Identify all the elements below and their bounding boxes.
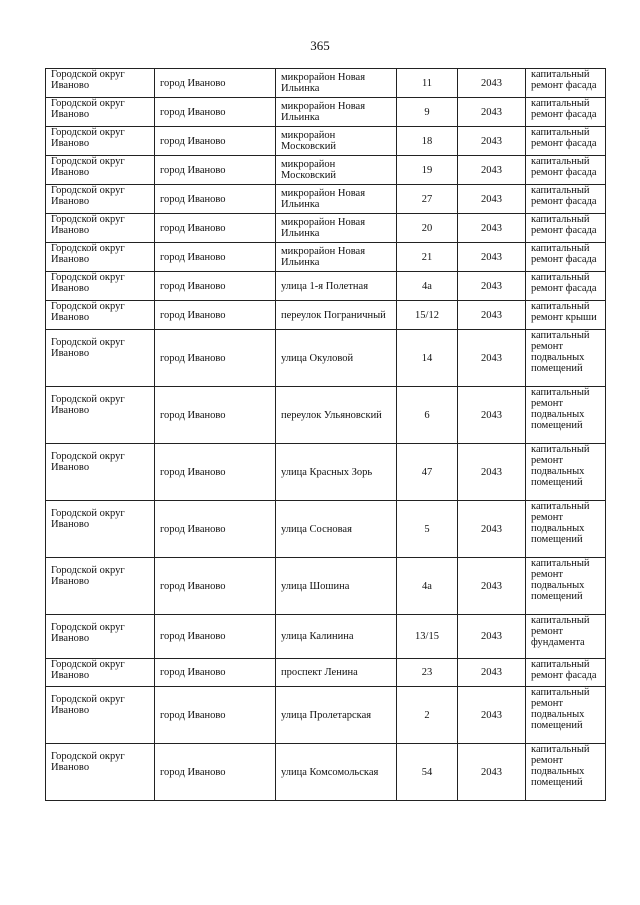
house-number-cell: 27	[397, 185, 458, 214]
house-number-cell: 14	[397, 330, 458, 387]
table-row	[46, 330, 606, 387]
repair-registry-table	[45, 68, 606, 801]
house-number-cell: 18	[397, 127, 458, 156]
work-type-cell: капитальный ремонт фасада	[526, 214, 606, 243]
house-number-cell: 13/15	[397, 615, 458, 659]
municipality-cell: Городской округ Иваново	[46, 615, 155, 659]
table-row	[46, 98, 606, 127]
address-cell: улица Красных Зорь	[276, 444, 397, 501]
address-cell: проспект Ленина	[276, 659, 397, 687]
year-cell: 2043	[458, 214, 526, 243]
house-number-cell: 54	[397, 744, 458, 801]
house-number-cell: 11	[397, 69, 458, 98]
year-cell: 2043	[458, 659, 526, 687]
house-number-cell: 21	[397, 243, 458, 272]
work-type-cell: капитальный ремонт фасада	[526, 127, 606, 156]
address-cell: микрорайон Московский	[276, 127, 397, 156]
municipality-cell: Городской округ Иваново	[46, 156, 155, 185]
municipality-cell: Городской округ Иваново	[46, 214, 155, 243]
year-cell: 2043	[458, 615, 526, 659]
house-number-cell: 6	[397, 387, 458, 444]
city-cell: город Иваново	[155, 214, 276, 243]
year-cell: 2043	[458, 185, 526, 214]
house-number-cell: 20	[397, 214, 458, 243]
city-cell: город Иваново	[155, 687, 276, 744]
table-row	[46, 687, 606, 744]
table-row	[46, 301, 606, 330]
city-cell: город Иваново	[155, 330, 276, 387]
year-cell: 2043	[458, 330, 526, 387]
table-row	[46, 69, 606, 98]
city-cell: город Иваново	[155, 615, 276, 659]
table-row	[46, 127, 606, 156]
city-cell: город Иваново	[155, 98, 276, 127]
year-cell: 2043	[458, 127, 526, 156]
year-cell: 2043	[458, 69, 526, 98]
municipality-cell: Городской округ Иваново	[46, 301, 155, 330]
year-cell: 2043	[458, 687, 526, 744]
city-cell: город Иваново	[155, 272, 276, 301]
work-type-cell: капитальный ремонт фундамента	[526, 615, 606, 659]
table-row	[46, 243, 606, 272]
address-cell: улица Шошина	[276, 558, 397, 615]
house-number-cell: 5	[397, 501, 458, 558]
address-cell: улица 1-я Полетная	[276, 272, 397, 301]
address-cell: улица Окуловой	[276, 330, 397, 387]
work-type-cell: капитальный ремонт подвальных помещений	[526, 387, 606, 444]
year-cell: 2043	[458, 272, 526, 301]
city-cell: город Иваново	[155, 156, 276, 185]
work-type-cell: капитальный ремонт фасада	[526, 243, 606, 272]
address-cell: микрорайон Новая Ильинка	[276, 243, 397, 272]
city-cell: город Иваново	[155, 501, 276, 558]
work-type-cell: капитальный ремонт подвальных помещений	[526, 558, 606, 615]
address-cell: улица Калинина	[276, 615, 397, 659]
municipality-cell: Городской округ Иваново	[46, 243, 155, 272]
year-cell: 2043	[458, 156, 526, 185]
house-number-cell: 4а	[397, 272, 458, 301]
municipality-cell: Городской округ Иваново	[46, 744, 155, 801]
table-row	[46, 185, 606, 214]
year-cell: 2043	[458, 501, 526, 558]
address-cell: микрорайон Новая Ильинка	[276, 214, 397, 243]
work-type-cell: капитальный ремонт фасада	[526, 98, 606, 127]
table-row	[46, 214, 606, 243]
house-number-cell: 19	[397, 156, 458, 185]
city-cell: город Иваново	[155, 301, 276, 330]
municipality-cell: Городской округ Иваново	[46, 98, 155, 127]
work-type-cell: капитальный ремонт подвальных помещений	[526, 330, 606, 387]
table-row	[46, 501, 606, 558]
year-cell: 2043	[458, 98, 526, 127]
city-cell: город Иваново	[155, 69, 276, 98]
work-type-cell: капитальный ремонт крыши	[526, 301, 606, 330]
address-cell: улица Комсомольская	[276, 744, 397, 801]
city-cell: город Иваново	[155, 659, 276, 687]
table-row	[46, 744, 606, 801]
work-type-cell: капитальный ремонт фасада	[526, 272, 606, 301]
year-cell: 2043	[458, 243, 526, 272]
house-number-cell: 2	[397, 687, 458, 744]
municipality-cell: Городской округ Иваново	[46, 558, 155, 615]
year-cell: 2043	[458, 301, 526, 330]
table-row	[46, 444, 606, 501]
house-number-cell: 47	[397, 444, 458, 501]
city-cell: город Иваново	[155, 744, 276, 801]
city-cell: город Иваново	[155, 558, 276, 615]
address-cell: улица Сосновая	[276, 501, 397, 558]
city-cell: город Иваново	[155, 127, 276, 156]
city-cell: город Иваново	[155, 185, 276, 214]
municipality-cell: Городской округ Иваново	[46, 444, 155, 501]
municipality-cell: Городской округ Иваново	[46, 127, 155, 156]
house-number-cell: 9	[397, 98, 458, 127]
table-row	[46, 615, 606, 659]
house-number-cell: 15/12	[397, 301, 458, 330]
municipality-cell: Городской округ Иваново	[46, 330, 155, 387]
municipality-cell: Городской округ Иваново	[46, 687, 155, 744]
work-type-cell: капитальный ремонт фасада	[526, 185, 606, 214]
city-cell: город Иваново	[155, 387, 276, 444]
address-cell: улица Пролетарская	[276, 687, 397, 744]
address-cell: микрорайон Новая Ильинка	[276, 185, 397, 214]
work-type-cell: капитальный ремонт фасада	[526, 69, 606, 98]
table-row	[46, 659, 606, 687]
city-cell: город Иваново	[155, 243, 276, 272]
year-cell: 2043	[458, 444, 526, 501]
municipality-cell: Городской округ Иваново	[46, 185, 155, 214]
municipality-cell: Городской округ Иваново	[46, 387, 155, 444]
house-number-cell: 4а	[397, 558, 458, 615]
address-cell: микрорайон Новая Ильинка	[276, 69, 397, 98]
table-row	[46, 156, 606, 185]
address-cell: переулок Пограничный	[276, 301, 397, 330]
address-cell: микрорайон Московский	[276, 156, 397, 185]
municipality-cell: Городской округ Иваново	[46, 501, 155, 558]
table-row	[46, 558, 606, 615]
year-cell: 2043	[458, 744, 526, 801]
work-type-cell: капитальный ремонт подвальных помещений	[526, 744, 606, 801]
address-cell: микрорайон Новая Ильинка	[276, 98, 397, 127]
city-cell: город Иваново	[155, 444, 276, 501]
work-type-cell: капитальный ремонт подвальных помещений	[526, 501, 606, 558]
year-cell: 2043	[458, 387, 526, 444]
work-type-cell: капитальный ремонт фасада	[526, 659, 606, 687]
municipality-cell: Городской округ Иваново	[46, 272, 155, 301]
municipality-cell: Городской округ Иваново	[46, 69, 155, 98]
work-type-cell: капитальный ремонт фасада	[526, 156, 606, 185]
table-row	[46, 272, 606, 301]
address-cell: переулок Ульяновский	[276, 387, 397, 444]
municipality-cell: Городской округ Иваново	[46, 659, 155, 687]
table-row	[46, 387, 606, 444]
work-type-cell: капитальный ремонт подвальных помещений	[526, 444, 606, 501]
house-number-cell: 23	[397, 659, 458, 687]
year-cell: 2043	[458, 558, 526, 615]
page-number: 365	[310, 38, 330, 53]
work-type-cell: капитальный ремонт подвальных помещений	[526, 687, 606, 744]
